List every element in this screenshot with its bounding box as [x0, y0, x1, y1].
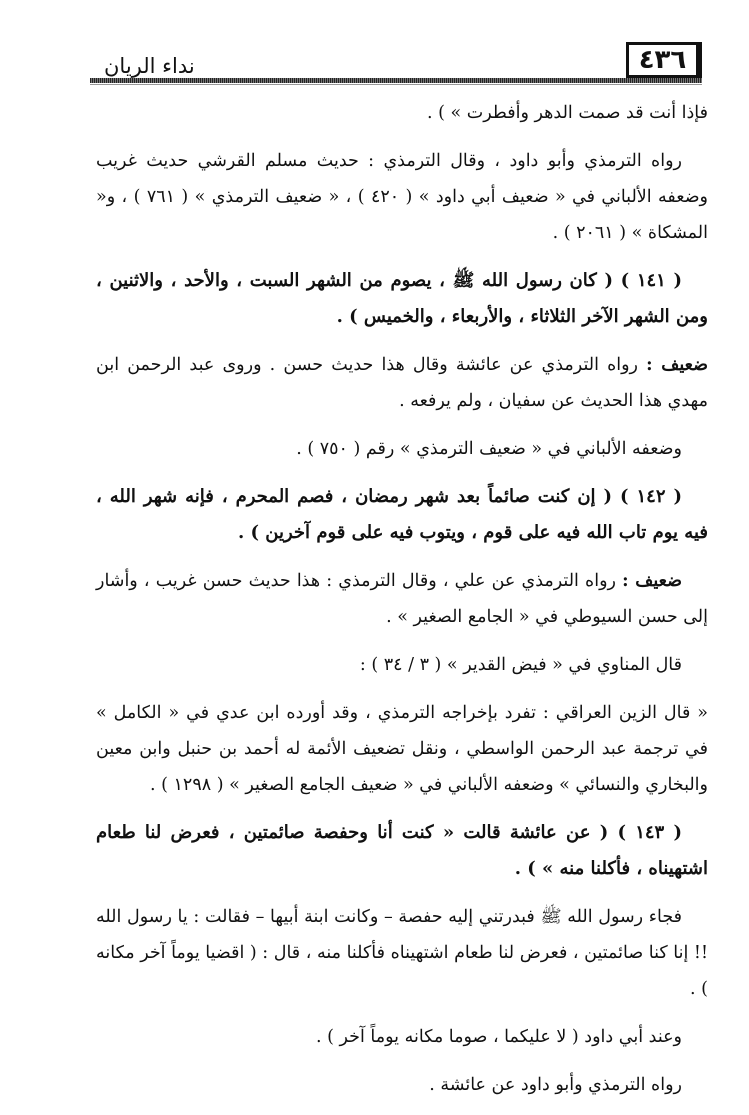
hadith-143: ( ١٤٣ ) ( عن عائشة قالت « كنت أنا وحفصة صائمتين ، فعرض لنا طعام اشتهيناه ، فأكلنا منه » ) .	[96, 822, 708, 879]
paragraph-hafsa: فجاء رسول الله ﷺ فبدرتني إليه حفصة – وكانت ابنة أبيها – فقالت : يا رسول الله !! إنا كنا صائمتين ، فعرض لنا طعام اشتهيناه فأكلنا منه ، قال : ( اقضيا يوماً آخر مكانه ) .	[96, 907, 708, 999]
paragraph-iraqi-quote: « قال الزين العراقي : تفرد بإخراجه الترمذي ، وقد أورده ابن عدي في « الكامل » في ترجمة عبد الرحمن الواسطي ، ونقل تضعيف الأئمة له أحمد بن حنبل وابن معين والبخاري والنسائي » وضعفه الألباني في « ضعيف الجامع الصغير » ( ١٢٩٨ ) .	[96, 703, 708, 795]
running-title: نداء الريان	[104, 54, 195, 78]
paragraph-munawi: قال المناوي في « فيض القدير » ( ٣ / ٣٤ ) :	[359, 655, 682, 675]
paragraph-continuation: فإذا أنت قد صمت الدهر وأفطرت » ) .	[426, 103, 708, 123]
hadith-141: ( ١٤١ ) ( كان رسول الله ﷺ ، يصوم من الشهر السبت ، والأحد ، والاثنين ، ومن الشهر الآخر الثلاثاء ، والأربعاء ، والخميس ) .	[96, 270, 708, 327]
paragraph-takhrij: رواه الترمذي وأبو داود ، وقال الترمذي : حديث مسلم القرشي حديث غريب وضعفه الألباني في « ضعيف أبي داود » ( ٤٢٠ ) ، « ضعيف الترمذي » ( ٧٦١ ) ، و« المشكاة » ( ٢٠٦١ ) .	[96, 151, 709, 243]
paragraph-albani-750: وضعفه الألباني في « ضعيف الترمذي » رقم ( ٧٥٠ ) .	[296, 439, 682, 459]
body-text	[96, 95, 708, 1115]
header-rule-thin	[90, 84, 702, 85]
paragraph-source: رواه الترمذي وأبو داود عن عائشة .	[429, 1075, 682, 1095]
grading-label: ضعيف :	[622, 571, 682, 591]
header-rule	[90, 78, 702, 83]
grading-text: رواه الترمذي عن عائشة وقال هذا حديث حسن . وروى عبد الرحمن ابن مهدي هذا الحديث عن سفيان ، ولم يرفعه .	[96, 355, 708, 411]
grading-text: رواه الترمذي عن علي ، وقال الترمذي : هذا حديث حسن غريب ، وأشار إلى حسن السيوطي في « الجامع الصغير » .	[96, 571, 708, 627]
hadith-142: ( ١٤٢ ) ( إن كنت صائماً بعد شهر رمضان ، فصم المحرم ، فإنه شهر الله ، فيه يوم تاب الله فيه على قوم ، ويتوب فيه على قوم آخرين ) .	[96, 486, 708, 543]
paragraph-grading-141	[96, 347, 708, 419]
paragraph-abu-dawud: وعند أبي داود ( لا عليكما ، صوما مكانه يوماً آخر ) .	[316, 1027, 682, 1047]
grading-label: ضعيف :	[646, 355, 708, 375]
page-header	[90, 42, 702, 86]
paragraph-grading-142	[96, 563, 708, 635]
page-number: ٤٣٦	[626, 42, 702, 78]
